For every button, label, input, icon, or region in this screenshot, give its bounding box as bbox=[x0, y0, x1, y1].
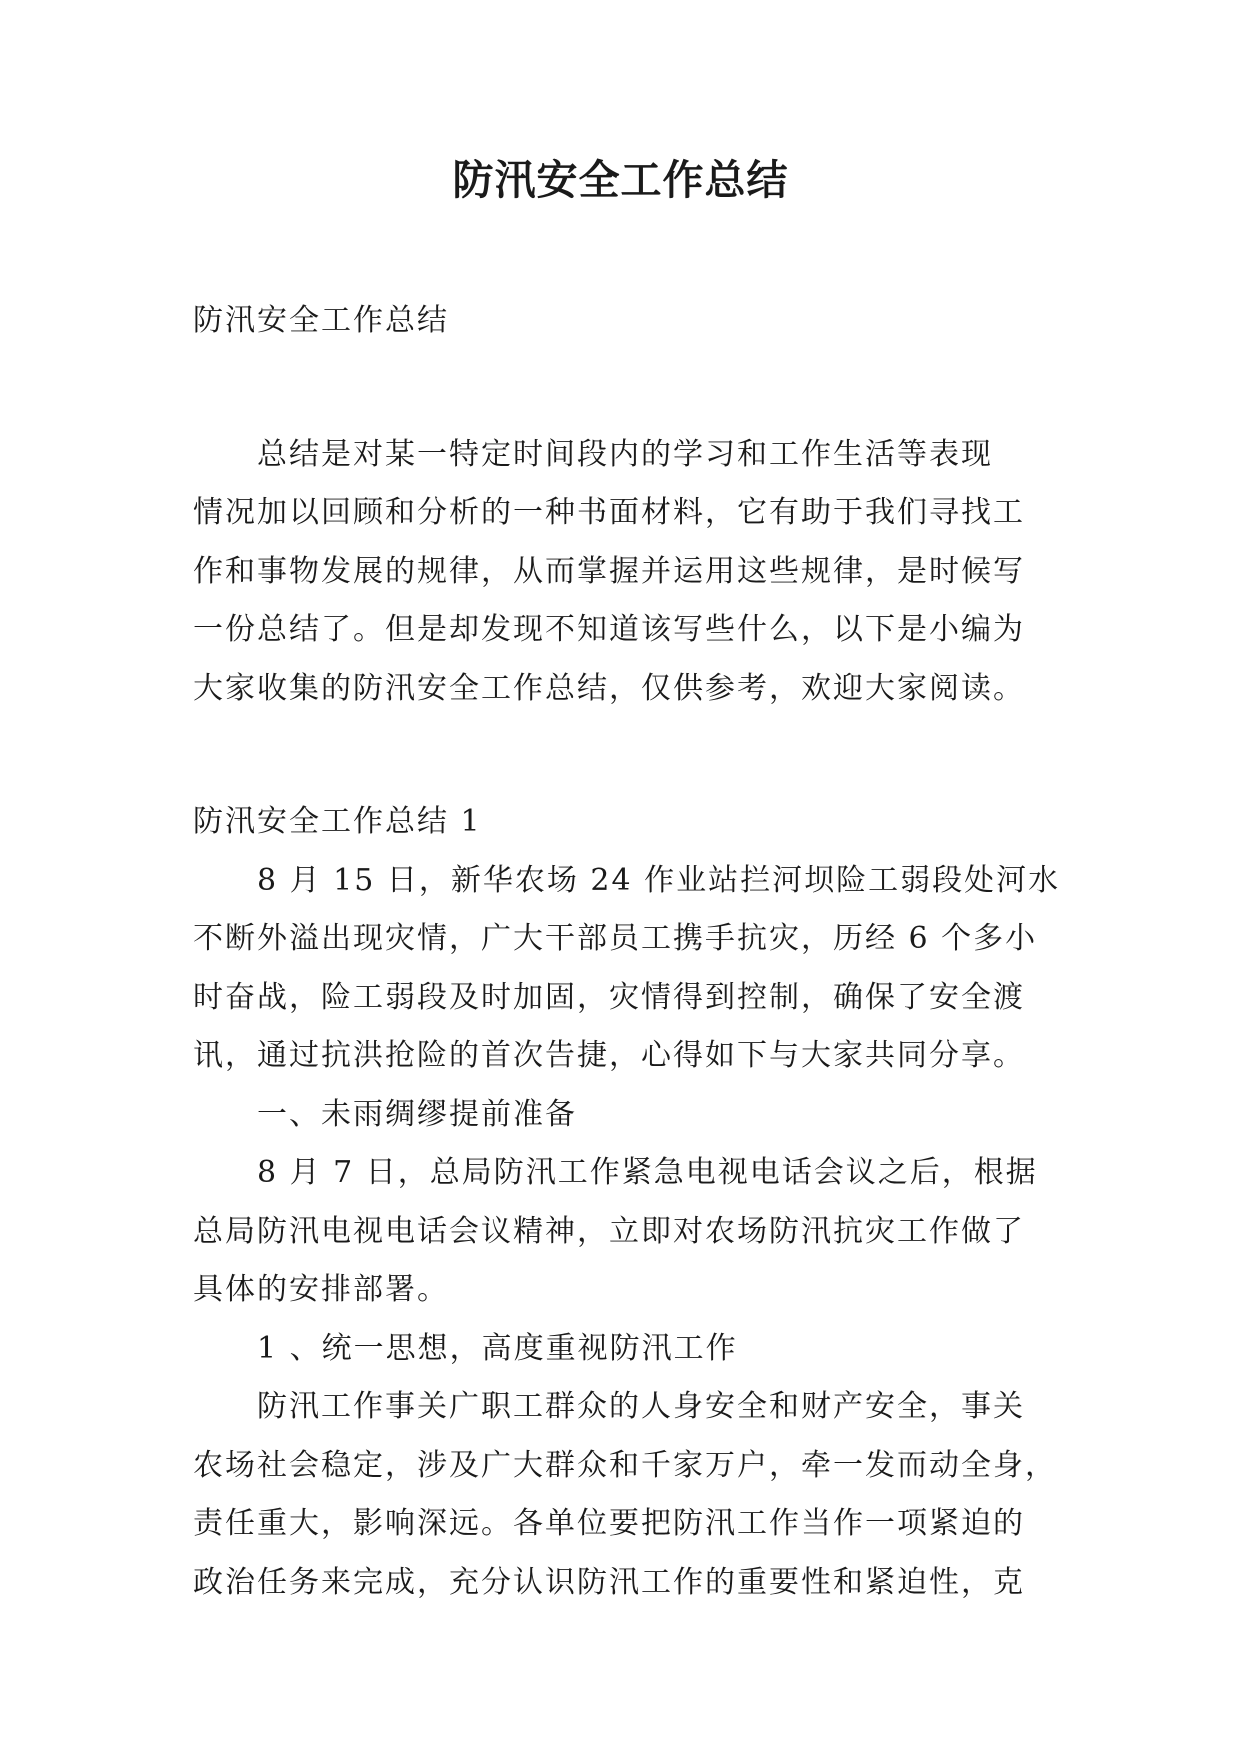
section1-line: 不断外溢出现灾情，广大干部员工携手抗灾，历经 6 个多小 bbox=[193, 921, 1038, 956]
intro-line: 总结是对某一特定时间段内的学习和工作生活等表现 bbox=[257, 436, 993, 472]
para3-line: 防汛工作事关广职工群众的人身安全和财产安全，事关 bbox=[257, 1389, 1025, 1424]
paragraph-gap bbox=[193, 718, 1063, 793]
para3-line: 责任重大，影响深远。各单位要把防汛工作当作一项紧迫的 bbox=[193, 1506, 1025, 1541]
section-heading: 防汛安全工作总结 1 bbox=[193, 804, 482, 839]
document-subtitle: 防汛安全工作总结 bbox=[193, 303, 449, 338]
section1-line: 8 月 15 日，新华农场 24 作业站拦河坝险工弱段处河水 bbox=[257, 862, 1061, 898]
paragraph-gap bbox=[193, 351, 1063, 426]
document-title: 防汛安全工作总结 bbox=[452, 156, 789, 204]
subheading-1-1: 1 、统一思想，高度重视防汛工作 bbox=[257, 1330, 738, 1366]
para2-line: 8 月 7 日，总局防汛工作紧急电视电话会议之后，根据 bbox=[257, 1155, 1038, 1190]
section1-line: 时奋战，险工弱段及时加固，灾情得到控制，确保了安全渡 bbox=[193, 979, 1025, 1015]
intro-line: 作和事物发展的规律，从而掌握并运用这些规律，是时候写 bbox=[193, 553, 1025, 589]
intro-line: 大家收集的防汛安全工作总结，仅供参考，欢迎大家阅读。 bbox=[193, 670, 1025, 706]
para3-line: 农场社会稳定，涉及广大群众和千家万户，牵一发而动全身， bbox=[193, 1447, 1057, 1483]
intro-line: 一份总结了。但是却发现不知道该写些什么，以下是小编为 bbox=[193, 612, 1025, 647]
para2-line: 具体的安排部署。 bbox=[193, 1272, 449, 1307]
para3-line: 政治任务来完成，充分认识防汛工作的重要性和紧迫性，克 bbox=[193, 1564, 1025, 1600]
para2-line: 总局防汛电视电话会议精神，立即对农场防汛抗灾工作做了 bbox=[193, 1213, 1025, 1249]
document-body bbox=[193, 292, 1063, 1612]
subheading-one: 一、未雨绸缪提前准备 bbox=[257, 1096, 577, 1132]
intro-line: 情况加以回顾和分析的一种书面材料，它有助于我们寻找工 bbox=[193, 495, 1025, 530]
section1-line: 讯，通过抗洪抢险的首次告捷，心得如下与大家共同分享。 bbox=[193, 1038, 1025, 1073]
